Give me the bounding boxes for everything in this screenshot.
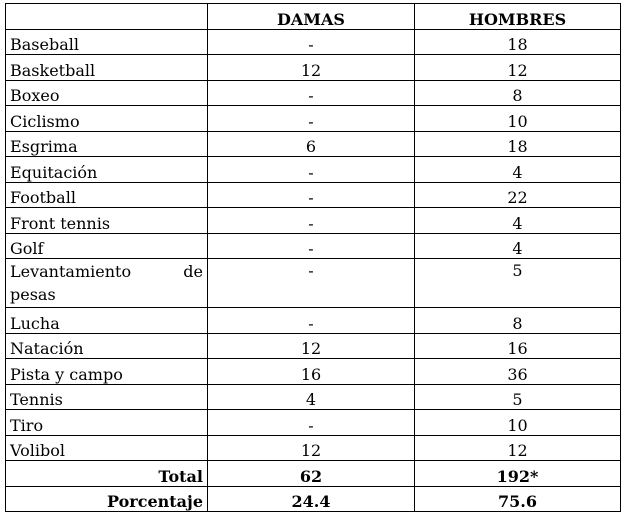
sport-name: Ciclismo <box>6 106 208 132</box>
hombres-value: 10 <box>415 106 621 132</box>
table-row <box>6 259 621 308</box>
sport-name: Football <box>6 182 208 208</box>
table-row <box>6 384 621 410</box>
damas-value: - <box>208 410 415 436</box>
sport-name: Boxeo <box>6 80 208 106</box>
table-row <box>6 55 621 81</box>
damas-value: - <box>208 29 415 55</box>
hombres-value: 5 <box>415 384 621 410</box>
sport-name: Front tennis <box>6 208 208 234</box>
table-row <box>6 208 621 234</box>
percentage-hombres: 75.6 <box>415 486 621 512</box>
sport-name: Pista y campo <box>6 359 208 385</box>
damas-value: 12 <box>208 435 415 461</box>
sports-participation-table <box>5 3 621 512</box>
damas-value: - <box>208 157 415 183</box>
sport-name: Basketball <box>6 55 208 81</box>
hombres-value: 18 <box>415 29 621 55</box>
hombres-value: 5 <box>415 259 621 308</box>
damas-value: - <box>208 106 415 132</box>
hombres-value: 16 <box>415 333 621 359</box>
damas-value: 4 <box>208 384 415 410</box>
table-row <box>6 308 621 334</box>
hombres-value: 4 <box>415 233 621 259</box>
total-hombres: 192* <box>415 461 621 487</box>
table-row <box>6 80 621 106</box>
hombres-value: 4 <box>415 208 621 234</box>
sport-name: Tennis <box>6 384 208 410</box>
percentage-damas: 24.4 <box>208 486 415 512</box>
damas-value: - <box>208 259 415 308</box>
hombres-value: 12 <box>415 55 621 81</box>
damas-value: - <box>208 80 415 106</box>
total-damas: 62 <box>208 461 415 487</box>
table-row <box>6 410 621 436</box>
hombres-value: 12 <box>415 435 621 461</box>
sport-name: Volibol <box>6 435 208 461</box>
header-damas: DAMAS <box>208 4 415 30</box>
percentage-label: Porcentaje <box>6 486 208 512</box>
table-row <box>6 359 621 385</box>
percentage-row <box>6 486 621 512</box>
table-row <box>6 157 621 183</box>
hombres-value: 18 <box>415 131 621 157</box>
total-label: Total <box>6 461 208 487</box>
table-row <box>6 106 621 132</box>
damas-value: 6 <box>208 131 415 157</box>
damas-value: - <box>208 233 415 259</box>
sport-name: Equitación <box>6 157 208 183</box>
hombres-value: 22 <box>415 182 621 208</box>
sport-name: Lucha <box>6 308 208 334</box>
damas-value: - <box>208 308 415 334</box>
sport-name: Levantamiento de pesas <box>6 259 208 308</box>
hombres-value: 8 <box>415 308 621 334</box>
damas-value: - <box>208 182 415 208</box>
table-row <box>6 131 621 157</box>
sport-name: Natación <box>6 333 208 359</box>
sport-name: Esgrima <box>6 131 208 157</box>
damas-value: 16 <box>208 359 415 385</box>
hombres-value: 4 <box>415 157 621 183</box>
table-row <box>6 29 621 55</box>
table-row <box>6 435 621 461</box>
total-row <box>6 461 621 487</box>
table-row <box>6 233 621 259</box>
sport-name: Tiro <box>6 410 208 436</box>
header-hombres: HOMBRES <box>415 4 621 30</box>
table-row <box>6 333 621 359</box>
damas-value: 12 <box>208 55 415 81</box>
header-sport <box>6 4 208 30</box>
hombres-value: 10 <box>415 410 621 436</box>
sport-name: Baseball <box>6 29 208 55</box>
table-row <box>6 182 621 208</box>
sport-name: Golf <box>6 233 208 259</box>
damas-value: 12 <box>208 333 415 359</box>
header-row <box>6 4 621 30</box>
hombres-value: 8 <box>415 80 621 106</box>
damas-value: - <box>208 208 415 234</box>
hombres-value: 36 <box>415 359 621 385</box>
